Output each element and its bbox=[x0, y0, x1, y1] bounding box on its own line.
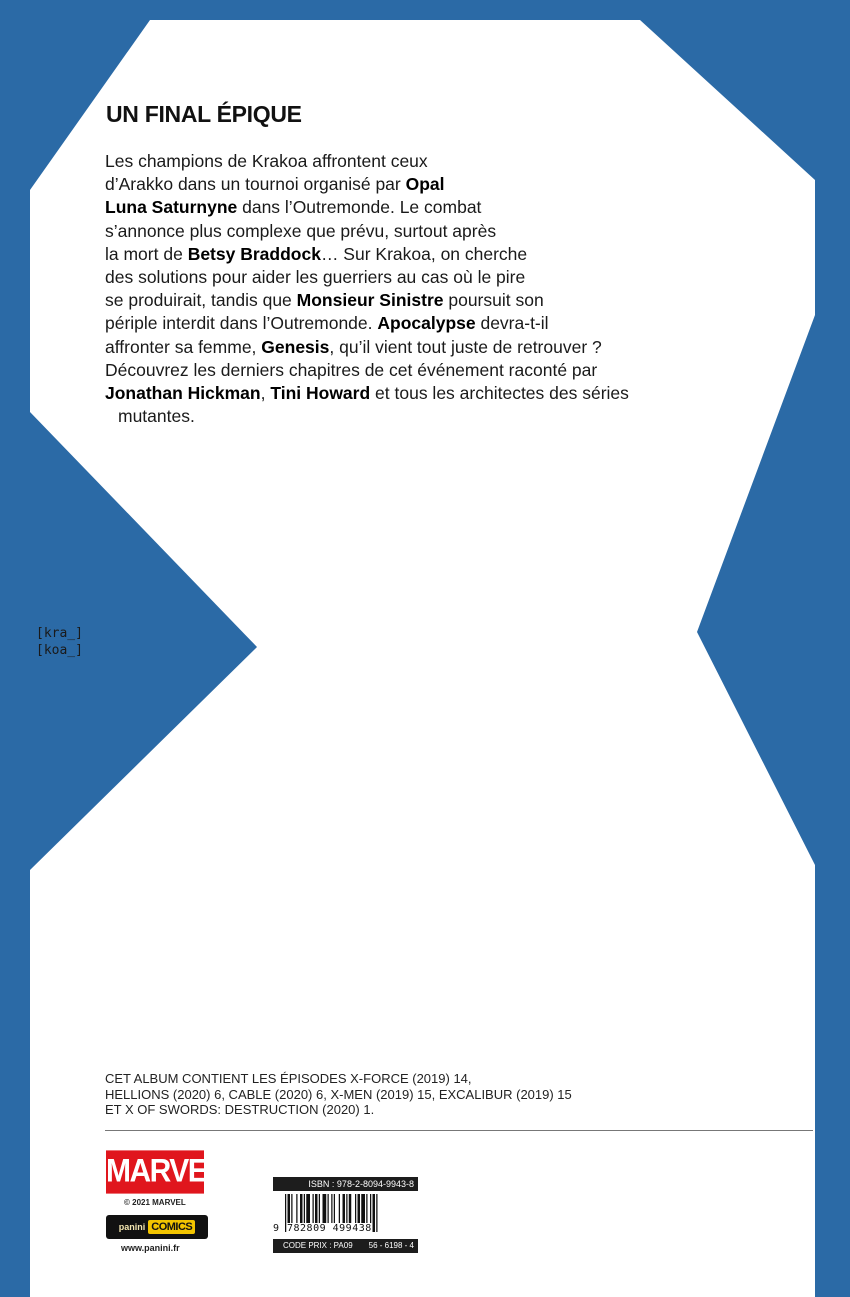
synopsis-line: mutantes. bbox=[118, 406, 195, 427]
synopsis-line: Jonathan Hickman, Tini Howard et tous les architectes des séries bbox=[105, 383, 629, 404]
copyright-text: © 2021 MARVEL bbox=[124, 1198, 186, 1207]
character-name: Genesis bbox=[261, 336, 330, 357]
synopsis-line: Découvrez les derniers chapitres de cet événement raconté par bbox=[105, 359, 598, 380]
contents-line: HELLIONS (2020) 6, CABLE (2020) 6, X-MEN (2019) 15, EXCALIBUR (2019) 15 bbox=[105, 1086, 572, 1102]
author-name: Tini Howard bbox=[270, 383, 371, 404]
character-name: Monsieur Sinistre bbox=[296, 290, 444, 311]
page-title: UN FINAL ÉPIQUE bbox=[106, 101, 302, 127]
comics-word: COMICS bbox=[148, 1220, 195, 1234]
synopsis-line: périple interdit dans l’Outremonde. Apocalypse devra-t-il bbox=[105, 313, 549, 334]
barcode-block bbox=[273, 1177, 418, 1253]
synopsis-line: la mort de Betsy Braddock… Sur Krakoa, on cherche bbox=[105, 243, 528, 264]
contents-line: CET ALBUM CONTIENT LES ÉPISODES X-FORCE (2019) 14, bbox=[105, 1071, 472, 1086]
synopsis-line: se produirait, tandis que Monsieur Sinistre poursuit son bbox=[105, 290, 544, 311]
synopsis-line: affronter sa femme, Genesis, qu’il vient tout juste de retrouver ? bbox=[105, 336, 602, 357]
contents-line: ET X OF SWORDS: DESTRUCTION (2020) 1. bbox=[105, 1102, 375, 1117]
panini-comics-logo bbox=[106, 1215, 208, 1239]
synopsis-line: des solutions pour aider les guerriers au cas où le pire bbox=[105, 267, 526, 288]
divider bbox=[105, 1130, 813, 1131]
synopsis-line: s’annonce plus complexe que prévu, surtout après bbox=[105, 220, 497, 241]
krakoa-tag: [kra_] [koa_] bbox=[36, 626, 83, 658]
character-name: Betsy Braddock bbox=[187, 243, 321, 264]
album-contents bbox=[105, 1071, 572, 1118]
synopsis-text bbox=[105, 150, 695, 428]
barcode-digits: 9 782809 499438 bbox=[273, 1223, 372, 1234]
synopsis-line: Les champions de Krakoa affrontent ceux bbox=[105, 151, 428, 171]
character-name: Opal bbox=[405, 174, 445, 195]
panini-word: panini bbox=[118, 1222, 146, 1232]
synopsis-line: Luna Saturnyne dans l’Outremonde. Le combat bbox=[105, 197, 482, 218]
character-name: Luna Saturnyne bbox=[105, 197, 238, 218]
author-name: Jonathan Hickman bbox=[105, 383, 261, 404]
character-name: Apocalypse bbox=[377, 313, 476, 334]
marvel-logo: MARVEL bbox=[106, 1150, 204, 1193]
synopsis-line: d’Arakko dans un tournoi organisé par Opal bbox=[105, 174, 445, 195]
panini-url: www.panini.fr bbox=[121, 1243, 180, 1253]
price-code-label: CODE PRIX : PA09 56 - 6198 - 4 bbox=[273, 1239, 418, 1253]
isbn-label: ISBN : 978-2-8094-9943-8 bbox=[273, 1177, 418, 1191]
